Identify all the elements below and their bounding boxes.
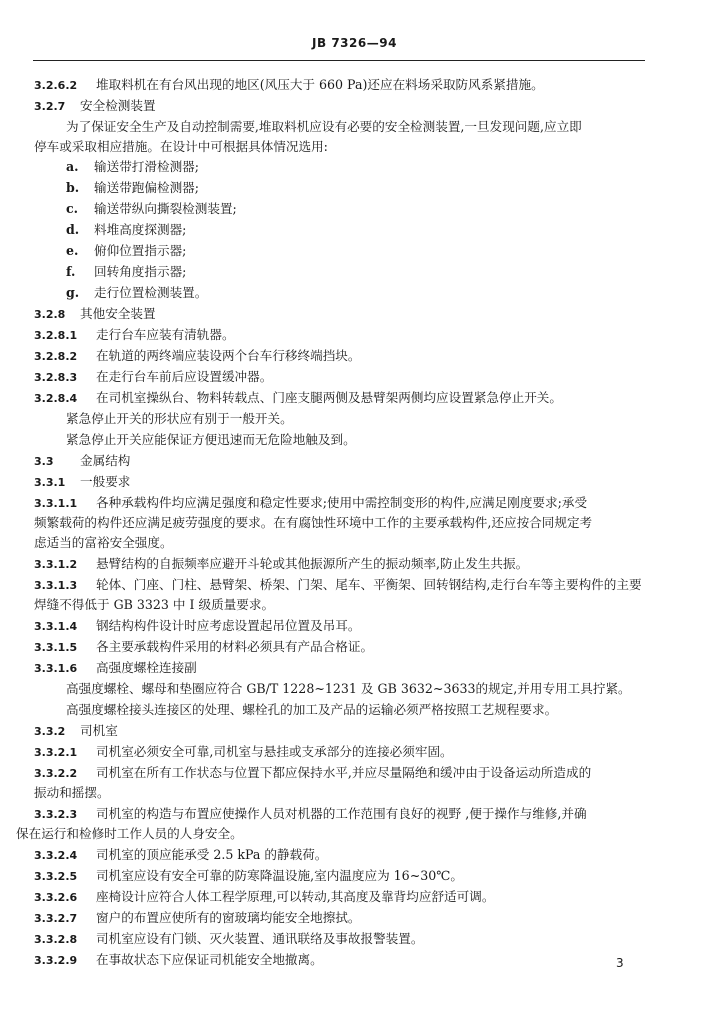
list-label: f. xyxy=(66,264,76,279)
clause-text: 在司机室操纵台、物料转载点、门座支腿两侧及悬臂架两侧均应设置紧急停止开关。 xyxy=(96,390,562,405)
clause-heading: 高强度螺栓连接副 xyxy=(96,660,197,675)
list-text: 输送带打滑检测器; xyxy=(94,159,199,174)
page-number: 3 xyxy=(616,956,624,970)
list-item xyxy=(66,220,186,240)
header-rule xyxy=(33,60,645,61)
list-label: e. xyxy=(66,243,79,258)
clause-text: 司机室在所有工作状态与位置下都应保持水平,并应尽量隔绝和缓冲由于设备运动所造成的 xyxy=(96,765,592,780)
clause-3-3-2-8 xyxy=(34,929,423,950)
standard-header: JB 7326—94 xyxy=(312,36,397,50)
clause-3-3-2-9 xyxy=(34,950,323,971)
paragraph-line: 高强度螺栓、螺母和垫圈应符合 GB/T 1228~1231 及 GB 3632~3633的规定,并用专用工具拧紧。 xyxy=(66,681,631,696)
paragraph-line: 停车或采取相应措施。在设计中可根据具体情况选用: xyxy=(34,139,328,154)
clause-text: 在事故状态下应保证司机能安全地撤离。 xyxy=(96,952,323,967)
list-item xyxy=(66,178,199,198)
clause-number: 3.2.8.1 xyxy=(34,329,78,342)
clause-text: 在轨道的两终端应装设两个台车行移终端挡块。 xyxy=(96,348,361,363)
paragraph-line: 频繁载荷的构件还应满足疲劳强度的要求。在有腐蚀性环境中工作的主要承载构件,还应按合同规定考 xyxy=(34,515,593,530)
clause-number: 3.3.1.1 xyxy=(34,497,78,510)
paragraph-line: 振动和摇摆。 xyxy=(34,785,110,800)
paragraph-line: 焊缝不得低于 GB 3323 中 Ⅰ 级质量要求。 xyxy=(34,597,275,612)
clause-number: 3.3.2.8 xyxy=(34,933,78,946)
paragraph-line: 保在运行和检修时工作人员的人身安全。 xyxy=(16,826,243,841)
clause-number: 3.3.2.6 xyxy=(34,891,78,904)
clause-number: 3.3.1 xyxy=(34,476,66,489)
clause-heading: 其他安全装置 xyxy=(80,306,156,321)
clause-number: 3.3.2.5 xyxy=(34,870,78,883)
clause-heading: 安全检测装置 xyxy=(80,98,156,113)
clause-3-3-2-4 xyxy=(34,845,327,866)
clause-number: 3.3.1.3 xyxy=(34,579,78,592)
clause-3-2-6-2 xyxy=(34,75,544,96)
list-item xyxy=(66,283,207,303)
clause-number: 3.3.2.7 xyxy=(34,912,78,925)
clause-text: 钢结构构件设计时应考虑设置起吊位置及吊耳。 xyxy=(96,618,361,633)
clause-number: 3.3.1.4 xyxy=(34,620,78,633)
list-text: 输送带纵向撕裂检测装置; xyxy=(94,201,237,216)
clause-3-3-2-7 xyxy=(34,908,360,929)
paragraph-line: 高强度螺栓接头连接区的处理、螺栓孔的加工及产品的运输必须严格按照工艺规程要求。 xyxy=(66,702,558,717)
clause-3-3-2 xyxy=(34,721,118,742)
clause-heading: 一般要求 xyxy=(80,474,131,489)
clause-3-3-2-2 xyxy=(34,763,591,784)
clause-3-2-8 xyxy=(34,304,156,325)
clause-text: 司机室应设有安全可靠的防寒降温设施,室内温度应为 16~30℃。 xyxy=(96,868,463,883)
clause-text: 司机室应设有门锁、灭火装置、通讯联络及事故报警装置。 xyxy=(96,931,424,946)
clause-number: 3.3.1.2 xyxy=(34,558,78,571)
clause-3-2-7 xyxy=(34,96,156,117)
clause-number: 3.3.2.9 xyxy=(34,954,78,967)
clause-text: 司机室的顶应能承受 2.5 kPa 的静载荷。 xyxy=(96,847,328,862)
list-text: 输送带跑偏检测器; xyxy=(94,180,199,195)
clause-3-3-1-6 xyxy=(34,658,197,679)
list-item xyxy=(66,199,237,219)
clause-number: 3.3.2 xyxy=(34,725,66,738)
clause-text: 司机室的构造与布置应使操作人员对机器的工作范围有良好的视野 ,便于操作与维修,并确 xyxy=(96,806,587,821)
clause-number: 3.3.2.3 xyxy=(34,808,78,821)
clause-heading: 金属结构 xyxy=(80,453,131,468)
clause-3-2-8-4 xyxy=(34,388,562,409)
clause-heading: 司机室 xyxy=(80,723,118,738)
paragraph-line: 紧急停止开关的形状应有别于一般开关。 xyxy=(66,411,293,426)
list-item xyxy=(66,157,199,177)
clause-3-3-2-6 xyxy=(34,887,494,908)
clause-number: 3.2.8.3 xyxy=(34,371,78,384)
clause-text: 窗户的布置应使所有的窗玻璃均能安全地擦拭。 xyxy=(96,910,361,925)
clause-3-2-8-3 xyxy=(34,367,272,388)
clause-number: 3.3.2.2 xyxy=(34,767,78,780)
clause-3-3-2-1 xyxy=(34,742,453,763)
clause-3-3-1-5 xyxy=(34,637,373,658)
list-label: a. xyxy=(66,159,79,174)
clause-3-3 xyxy=(34,451,130,472)
clause-number: 3.3.1.5 xyxy=(34,641,78,654)
clause-3-3-2-5 xyxy=(34,866,463,887)
clause-3-3-2-3 xyxy=(34,804,587,825)
clause-number: 3.2.8.2 xyxy=(34,350,78,363)
paragraph-line: 虑适当的富裕安全强度。 xyxy=(34,535,173,550)
clause-number: 3.3.1.6 xyxy=(34,662,78,675)
clause-number: 3.3.2.1 xyxy=(34,746,78,759)
clause-text: 司机室必须安全可靠,司机室与悬挂或支承部分的连接必须牢固。 xyxy=(96,744,453,759)
paragraph-line: 紧急停止开关应能保证方便迅速而无危险地触及到。 xyxy=(66,432,356,447)
clause-number: 3.3 xyxy=(34,455,54,468)
clause-3-3-1-4 xyxy=(34,616,360,637)
clause-text: 各主要承载构件采用的材料必须具有产品合格证。 xyxy=(96,639,374,654)
clause-text: 各种承载构件均应满足强度和稳定性要求;使用中需控制变形的构件,应满足刚度要求;承受 xyxy=(96,495,588,510)
clause-text: 轮体、门座、门柱、悬臂架、桥架、门架、尾车、平衡架、回转钢结构,走行台车等主要构件的主要 xyxy=(96,577,642,592)
clause-number: 3.3.2.4 xyxy=(34,849,78,862)
clause-text: 走行台车应装有清轨器。 xyxy=(96,327,235,342)
list-item xyxy=(66,241,186,261)
list-label: c. xyxy=(66,201,79,216)
clause-text: 座椅设计应符合人体工程学原理,可以转动,其高度及靠背均应舒适可调。 xyxy=(96,889,495,904)
clause-3-3-1 xyxy=(34,472,130,493)
list-label: b. xyxy=(66,180,80,195)
clause-text: 堆取料机在有台风出现的地区(风压大于 660 Pa)还应在料场采取防风系紧措施。 xyxy=(96,77,544,92)
list-text: 走行位置检测装置。 xyxy=(94,285,208,300)
clause-3-3-1-1 xyxy=(34,493,587,514)
clause-3-3-1-2 xyxy=(34,554,528,575)
list-text: 料堆高度探测器; xyxy=(94,222,187,237)
list-text: 俯仰位置指示器; xyxy=(94,243,187,258)
clause-text: 悬臂结构的自振频率应避开斗轮或其他振源所产生的振动频率,防止发生共振。 xyxy=(96,556,529,571)
clause-3-2-8-2 xyxy=(34,346,360,367)
list-label: d. xyxy=(66,222,80,237)
clause-number: 3.2.6.2 xyxy=(34,79,78,92)
clause-3-2-8-1 xyxy=(34,325,235,346)
clause-number: 3.2.8 xyxy=(34,308,66,321)
clause-text: 在走行台车前后应设置缓冲器。 xyxy=(96,369,273,384)
paragraph-line: 为了保证安全生产及自动控制需要,堆取料机应设有必要的安全检测装置,一旦发现问题,应立即 xyxy=(66,119,582,134)
list-text: 回转角度指示器; xyxy=(94,264,187,279)
list-item xyxy=(66,262,186,282)
clause-3-3-1-3 xyxy=(34,575,642,596)
clause-number: 3.2.7 xyxy=(34,100,66,113)
list-label: g. xyxy=(66,285,80,300)
clause-number: 3.2.8.4 xyxy=(34,392,78,405)
